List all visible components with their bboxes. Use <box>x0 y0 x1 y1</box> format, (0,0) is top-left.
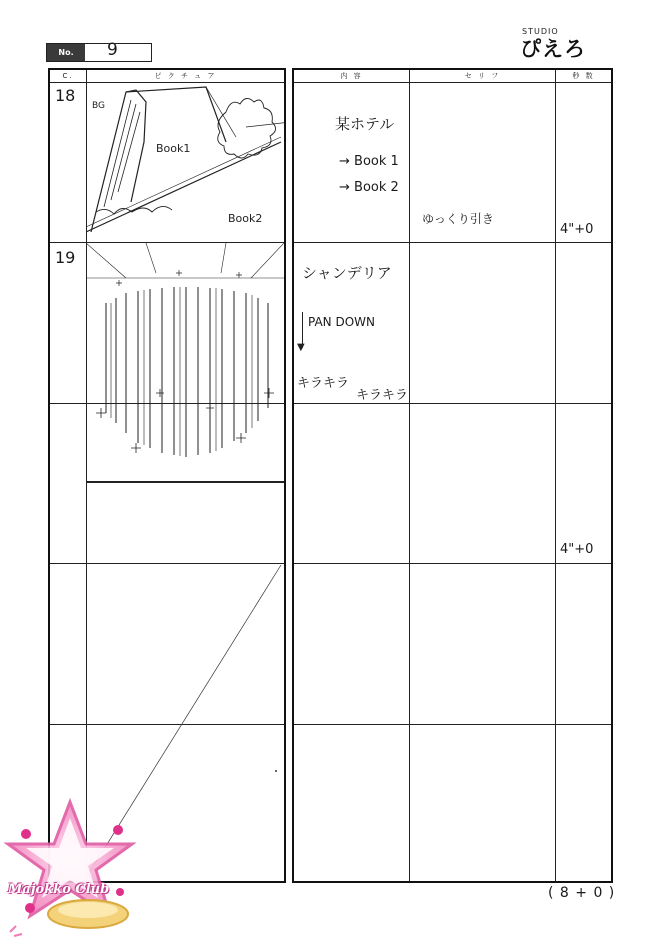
page-number-value: 9 <box>107 40 118 60</box>
content-line: キラキラ <box>356 388 409 403</box>
watermark-text: Majokko Club <box>8 882 110 897</box>
page-number-box <box>46 40 152 62</box>
cut-19-sketch <box>86 243 284 479</box>
sketch-label-bg: BG <box>92 101 105 111</box>
sketch-label-book1: Book1 <box>156 142 191 155</box>
column-header-picture: ピ ク チ ュ ア <box>154 72 217 80</box>
column-header-cut: C. <box>62 72 74 80</box>
content-line: 某ホテル <box>335 115 395 133</box>
down-arrow-icon: ▼ <box>297 342 305 353</box>
column-header-seconds: 秒 数 <box>572 72 595 80</box>
content-line: シャンデリア <box>302 264 392 282</box>
cut-18-sketch <box>86 82 284 240</box>
column-header-dialogue: セ リ フ <box>464 72 501 80</box>
cut-duration: 4"+0 <box>560 542 594 557</box>
page-number-label: No. <box>47 44 85 61</box>
studio-caption: STUDIO <box>522 27 559 36</box>
studio-logo: ぴえろ <box>520 37 586 61</box>
dialogue-text: ゆっくり引き <box>422 212 494 226</box>
content-line: → Book 1 <box>339 154 399 169</box>
cut-number: 18 <box>55 86 76 105</box>
column-header-content: 内 容 <box>340 72 363 80</box>
sketch-label-book2: Book2 <box>228 212 263 225</box>
cut-number: 19 <box>55 248 76 267</box>
total-duration: ( 8 + 0 ) <box>548 885 616 901</box>
content-line: → Book 2 <box>339 180 399 195</box>
content-line: PAN DOWN <box>308 315 375 329</box>
star-logo-icon <box>0 796 140 942</box>
content-line: キラキラ <box>297 376 350 391</box>
cut-duration: 4"+0 <box>560 222 594 237</box>
